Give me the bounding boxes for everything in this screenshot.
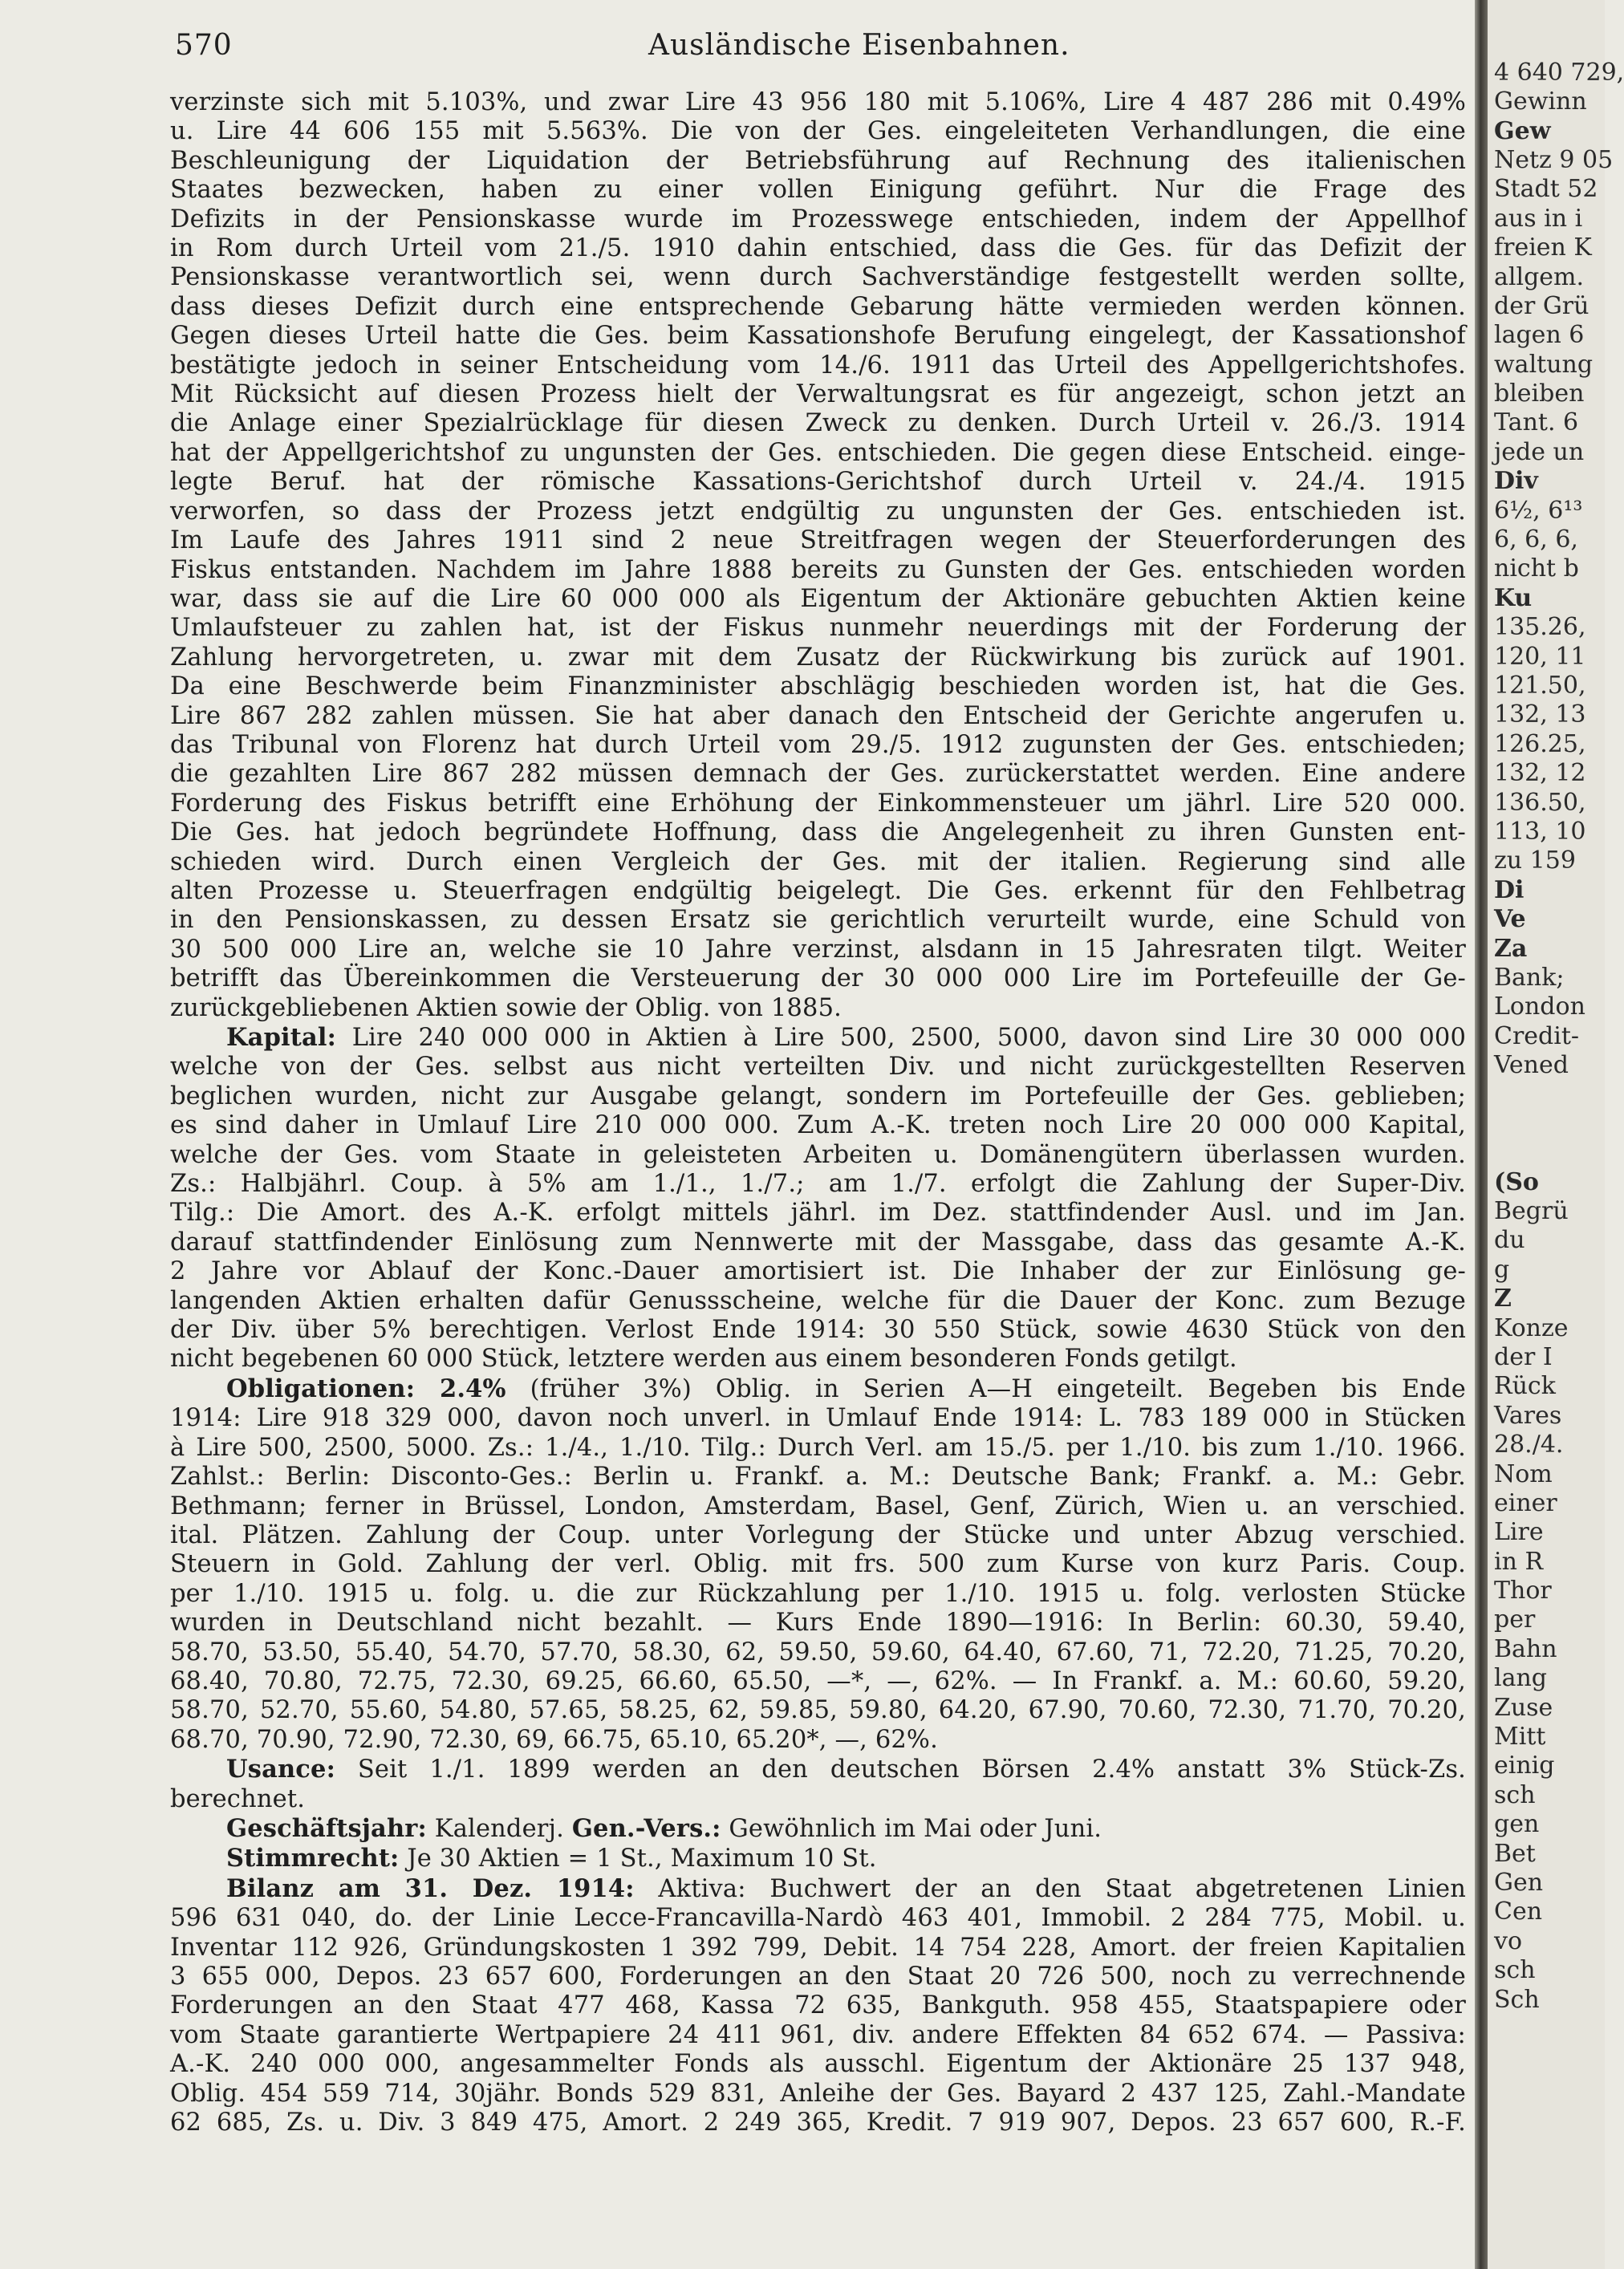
- right-column-line: Za: [1494, 934, 1528, 963]
- line-text: verzinste sich mit 5.103%, und zwar Lire 43 956 180 mit 5.106%, Lire 4 487 286 mit 0.49%: [170, 88, 1466, 116]
- line-text: Pensionskasse verantwortlich sei, wenn durch Sachverständige festgestellt werden sollte,: [170, 263, 1466, 292]
- line-text: der Div. über 5% berechtigen. Verlost Ende 1914: 30 550 Stück, sowie 4630 Stück von den: [170, 1316, 1466, 1345]
- right-column-line: sch: [1494, 1780, 1536, 1809]
- line-text: Defizits in der Pensionskasse wurde im Prozesswege entschieden, indem der Appellhof: [170, 205, 1466, 233]
- line-text: Oblig. 454 559 714, 30jähr. Bonds 529 831, Anleihe der Ges. Bayard 2 437 125, Zahl.-Mandate: [170, 2079, 1466, 2108]
- line-text: Staates bezwecken, haben zu einer vollen Einigung geführt. Nur die Frage des: [170, 176, 1466, 205]
- section-label: Geschäftsjahr:: [226, 1813, 427, 1843]
- line-text: Da eine Beschwerde beim Finanzminister abschlägig beschieden worden ist, hat die Ges.: [170, 672, 1466, 701]
- line-text: A.-K. 240 000 000, angesammelter Fonds als ausschl. Eigentum der Aktionäre 25 137 948,: [170, 2050, 1466, 2079]
- text-line: [170, 818, 1466, 847]
- right-column-line: 28./4.: [1494, 1431, 1564, 1459]
- running-title: Ausländische Eisenbahnen.: [648, 29, 1070, 62]
- line-text: darauf stattfindender Einlösung zum Nennwerte mit der Massgabe, dass das gesamte A.-K.: [170, 1228, 1466, 1256]
- line-text: vom Staate garantierte Wertpapiere 24 411 961, div. andere Effekten 84 652 674. — Passiva:: [170, 2020, 1466, 2049]
- right-column-line: Cen: [1494, 1898, 1543, 1926]
- line-text: in den Pensionskassen, zu dessen Ersatz sie gerichtlich verurteilt wurde, eine Schuld von: [170, 906, 1466, 935]
- line-text: hat der Appellgerichtshof zu ungunsten der Ges. entschieden. Die gegen diese Entscheid. einge-: [170, 438, 1466, 467]
- right-column-line: bleiben: [1494, 380, 1585, 408]
- line-text: legte Beruf. hat der römische Kassations-Gerichtshof durch Urteil v. 24./4. 1915: [170, 468, 1466, 497]
- right-column-line: Stadt 52: [1494, 175, 1598, 204]
- text-line: [170, 1609, 1466, 1638]
- line-text: wurden in Deutschland nicht bezahlt. — Kurs Ende 1890—1916: In Berlin: 60.30, 59.40,: [170, 1609, 1466, 1638]
- right-column-line: 126.25,: [1494, 729, 1586, 758]
- line-text: das Tribunal von Florenz hat durch Urteil vom 29./5. 1912 zugunsten der Ges. entschieden;: [170, 730, 1466, 759]
- text-line: [170, 497, 1466, 526]
- section-label: Usance:: [226, 1755, 335, 1784]
- text-line: [170, 1199, 1466, 1228]
- right-column-line: Bank;: [1494, 963, 1565, 992]
- line-text: Umlaufsteuer zu zahlen hat, ist der Fiskus nunmehr neuerdings mit der Forderung der: [170, 614, 1466, 643]
- line-text: Aktiva: Buchwert der an den Staat abgetretenen Linien: [634, 1874, 1466, 1903]
- line-text: beglichen wurden, nicht zur Ausgabe gelangt, sondern im Portefeuille der Ges. geblieben;: [170, 1082, 1466, 1110]
- line-text: war, dass sie auf die Lire 60 000 000 als Eigentum der Aktionäre gebuchten Aktien keine: [170, 584, 1466, 613]
- line-text: Beschleunigung der Liquidation der Betriebsführung auf Rechnung des italienischen: [170, 146, 1466, 175]
- text-line: [170, 322, 1466, 351]
- line-text: Mit Rücksicht auf diesen Prozess hielt der Verwaltungsrat es für angezeigt, schon jetzt an: [170, 380, 1466, 409]
- line-text: alten Prozesse u. Steuerfragen endgültig beigelegt. Die Ges. erkennt für den Fehlbetrag: [170, 876, 1466, 905]
- line-text: u. Lire 44 606 155 mit 5.563%. Die von der Ges. eingeleiteten Verhandlungen, die eine: [170, 117, 1466, 146]
- text-line: [170, 2080, 1466, 2109]
- right-column-line: Vened: [1494, 1051, 1569, 1080]
- line-text: per 1./10. 1915 u. folg. u. die zur Rückzahlung per 1./10. 1915 u. folg. verlosten Stücke: [170, 1579, 1466, 1608]
- line-text: berechnet.: [170, 1784, 306, 1813]
- text-line: [170, 906, 1466, 935]
- line-text: 62 685, Zs. u. Div. 3 849 475, Amort. 2 249 365, Kredit. 7 919 907, Depos. 23 657 600, R.-F.: [170, 2109, 1466, 2137]
- right-column-line: 6½, 6¹³: [1494, 496, 1583, 525]
- right-column-line: Bet: [1494, 1839, 1536, 1868]
- line-text: zurückgebliebenen Aktien sowie der Oblig. von 1885.: [170, 993, 842, 1022]
- text-line: [170, 877, 1466, 906]
- text-line: [170, 351, 1466, 380]
- section-label: Kapital:: [226, 1023, 337, 1052]
- text-line: [170, 760, 1466, 789]
- text-line: [170, 88, 1466, 117]
- line-text: Inventar 112 926, Gründungskosten 1 392 799, Debit. 14 754 228, Amort. der freien Kapitalien: [170, 1933, 1466, 1962]
- text-line: [170, 176, 1466, 205]
- right-column-line: sch: [1494, 1956, 1536, 1985]
- line-text: betrifft das Übereinkommen die Versteuerung der 30 000 000 Lire im Portefeuille der Ge-: [170, 964, 1466, 993]
- right-column-line: einig: [1494, 1751, 1555, 1780]
- text-line: [170, 2109, 1466, 2137]
- text-line: [170, 1170, 1466, 1199]
- text-line: [170, 1053, 1466, 1082]
- line-text: Tilg.: Die Amort. des A.-K. erfolgt mittels jährl. im Dez. stattfindender Ausl. und im Jan.: [170, 1199, 1466, 1228]
- text-line: [170, 1257, 1466, 1286]
- right-column-line: einer: [1494, 1488, 1557, 1517]
- right-column-line: Rück: [1494, 1372, 1556, 1401]
- text-line: [170, 1492, 1466, 1521]
- section-label: Bilanz am 31. Dez. 1914:: [226, 1873, 635, 1903]
- line-text: Fiskus entstanden. Nachdem im Jahre 1888 bereits zu Gunsten der Ges. entschieden worden: [170, 555, 1466, 584]
- text-line: [170, 205, 1466, 234]
- right-column-line: gen: [1494, 1810, 1540, 1839]
- line-text: 30 500 000 Lire an, welche sie 10 Jahre verzinst, alsdann in 15 Jahresraten tilgt. Weiter: [170, 935, 1466, 964]
- right-column-line: 136.50,: [1494, 788, 1586, 817]
- right-column-line: Begrü: [1494, 1197, 1569, 1226]
- right-column-line: in R: [1494, 1547, 1544, 1576]
- line-text: Steuern in Gold. Zahlung der verl. Oblig. mit frs. 500 zum Kurse von kurz Paris. Coup.: [170, 1550, 1466, 1579]
- right-column-fragments: [1494, 0, 1624, 2015]
- right-column-line: 132, 13: [1494, 700, 1586, 729]
- right-column-line: Sch: [1494, 1985, 1540, 2014]
- right-column-line: Gew: [1494, 116, 1551, 145]
- text-line: [170, 1874, 1466, 1904]
- text-line: [170, 1023, 1466, 1053]
- line-text: Gegen dieses Urteil hatte die Ges. beim Kassationshofe Berufung eingelegt, der Kassationshof: [170, 322, 1466, 351]
- line-text: nicht begebenen 60 000 Stück, letztere werden aus einem besonderen Fonds getilgt.: [170, 1345, 1237, 1374]
- text-line: [170, 1374, 1466, 1404]
- text-line: [170, 994, 1466, 1023]
- right-column-line: Lire: [1494, 1518, 1544, 1547]
- right-column-line: [1494, 1139, 1606, 1167]
- text-line: [170, 1755, 1466, 1784]
- book-gutter: [1475, 0, 1488, 2269]
- line-text: Lire 867 282 zahlen müssen. Sie hat aber danach den Entscheid der Gerichte angerufen u.: [170, 701, 1466, 730]
- text-line: [170, 1228, 1466, 1257]
- line-text: Im Laufe des Jahres 1911 sind 2 neue Streitfragen wegen der Steuerforderungen des: [170, 526, 1466, 555]
- line-text: Lire 240 000 000 in Aktien à Lire 500, 2500, 5000, davon sind Lire 30 000 000: [336, 1024, 1466, 1052]
- text-line: [170, 409, 1466, 438]
- line-text: Forderung des Fiskus betrifft eine Erhöhung der Einkommensteuer um jährl. Lire 520 000.: [170, 789, 1466, 818]
- line-text: bestätigte jedoch in seiner Entscheidung vom 14./6. 1911 das Urteil des Appellgerichtshofes.: [170, 351, 1466, 380]
- right-column-line: Gewinn: [1494, 87, 1587, 116]
- text-line: [170, 380, 1466, 409]
- text-line: [170, 1434, 1466, 1463]
- line-text: (früher 3%) Oblig. in Serien A—H eingeteilt. Begeben bis Ende: [505, 1374, 1466, 1403]
- text-line: [170, 1550, 1466, 1579]
- line-text: ital. Plätzen. Zahlung der Coup. unter Vorlegung der Stücke und unter Abzug verschied.: [170, 1520, 1466, 1549]
- text-line: [170, 1463, 1466, 1492]
- text-line: [170, 1726, 1466, 1755]
- text-line: [170, 1345, 1466, 1374]
- right-column-line: 132, 12: [1494, 759, 1586, 788]
- line-text: langenden Aktien erhalten dafür Genussscheine, welche für die Dauer der Konc. zum Bezuge: [170, 1286, 1466, 1315]
- right-column-line: Netz 9 05: [1494, 145, 1614, 174]
- line-text: Zs.: Halbjährl. Coup. à 5% am 1./1., 1./7.; am 1./7. erfolgt die Zahlung der Super-Div.: [170, 1170, 1466, 1199]
- text-line: [170, 1111, 1466, 1140]
- text-line: [170, 1904, 1466, 1933]
- right-column-line: [1494, 0, 1606, 29]
- right-column-line: Nom: [1494, 1459, 1553, 1488]
- right-column-line: 113, 10: [1494, 817, 1586, 846]
- right-column-line: London: [1494, 992, 1585, 1021]
- text-line: [170, 1963, 1466, 1991]
- text-line: [170, 1521, 1466, 1550]
- line-text: Je 30 Aktien = 1 St., Maximum 10 St.: [399, 1845, 877, 1873]
- right-column-line: Zuse: [1494, 1693, 1553, 1722]
- page-header: [175, 29, 1467, 69]
- text-line: [170, 1934, 1466, 1963]
- right-column-line: Credit-: [1494, 1021, 1580, 1050]
- text-line: [170, 117, 1466, 146]
- right-column-line: per: [1494, 1605, 1536, 1634]
- line-text: schieden wird. Durch einen Vergleich der Ges. mit der italien. Regierung sind alle: [170, 847, 1466, 876]
- right-column-line: 135.26,: [1494, 613, 1586, 642]
- line-text: 68.70, 70.90, 72.90, 72.30, 69, 66.75, 65.10, 65.20*, —, 62%.: [170, 1725, 938, 1754]
- text-line: [170, 614, 1466, 643]
- right-column-line: freien K: [1494, 233, 1592, 262]
- right-column-line: (So: [1494, 1167, 1539, 1196]
- line-text: 68.40, 70.80, 72.75, 72.30, 69.25, 66.60, 65.50, —*, —, 62%. — In Frankf. a. M.: 60.60, 59.20,: [170, 1666, 1466, 1695]
- line-text: in Rom durch Urteil vom 21./5. 1910 dahin entschied, dass die Ges. für das Defizit der: [170, 234, 1466, 263]
- right-column-line: lagen 6: [1494, 321, 1585, 350]
- text-line: [170, 234, 1466, 263]
- text-line: [170, 731, 1466, 760]
- section-label: Obligationen: 2.4%: [226, 1374, 506, 1403]
- right-column-line: 120, 11: [1494, 642, 1586, 671]
- text-line: [170, 585, 1466, 614]
- right-column-line: Thor: [1494, 1577, 1552, 1605]
- right-column-line: [1494, 29, 1606, 58]
- text-line: [170, 702, 1466, 731]
- text-line: [170, 2021, 1466, 2050]
- text-line: [170, 1814, 1466, 1844]
- line-text: 1914: Lire 918 329 000, davon noch unverl. in Umlauf Ende 1914: L. 783 189 000 in Stücken: [170, 1404, 1466, 1433]
- right-column-line: Konze: [1494, 1313, 1569, 1342]
- text-line: [170, 439, 1466, 468]
- right-column-line: allgem.: [1494, 262, 1585, 291]
- right-column-line: [1494, 1080, 1606, 1109]
- line-text: Bethmann; ferner in Brüssel, London, Amsterdam, Basel, Genf, Zürich, Wien u. an verschied.: [170, 1492, 1466, 1520]
- right-column-line: Div: [1494, 467, 1538, 496]
- text-line: [170, 1638, 1466, 1667]
- text-line: [170, 1316, 1466, 1345]
- text-line: [170, 936, 1466, 964]
- text-line: [170, 1404, 1466, 1433]
- line-text: welche der Ges. vom Staate in geleisteten Arbeiten u. Domänengütern überlassen wurden.: [170, 1140, 1466, 1169]
- text-line: [170, 526, 1466, 555]
- right-column-line: nicht b: [1494, 554, 1579, 583]
- right-column-line: Bahn: [1494, 1634, 1557, 1663]
- right-column-line: du: [1494, 1226, 1525, 1255]
- text-line: [170, 1785, 1466, 1814]
- text-line: [170, 2050, 1466, 2079]
- page-number: 570: [175, 29, 233, 62]
- line-text: Gewöhnlich im Mai oder Juni.: [721, 1814, 1102, 1843]
- line-text: 2 Jahre vor Ablauf der Konc.-Dauer amortisiert ist. Die Inhaber der zur Einlösung ge-: [170, 1257, 1466, 1286]
- right-column-line: Tant. 6: [1494, 408, 1579, 437]
- right-column-line: aus in i: [1494, 204, 1583, 233]
- right-column-line: [1494, 1110, 1606, 1139]
- text-line: [170, 964, 1466, 993]
- text-line: [170, 1667, 1466, 1696]
- text-line: [170, 147, 1466, 176]
- right-column-line: Ku: [1494, 583, 1533, 612]
- text-line: [170, 1580, 1466, 1609]
- right-column-line: vo: [1494, 1926, 1523, 1955]
- text-line: [170, 1844, 1466, 1873]
- text-line: [170, 556, 1466, 585]
- right-column-line: Ve: [1494, 905, 1526, 934]
- right-column-line: der I: [1494, 1342, 1553, 1371]
- line-text: die Anlage einer Spezialrücklage für diesen Zweck zu denken. Durch Urteil v. 26./3. 1914: [170, 409, 1466, 438]
- right-column-line: 121.50,: [1494, 671, 1586, 700]
- text-line: [170, 293, 1466, 322]
- right-column-line: lang: [1494, 1664, 1548, 1693]
- text-line: [170, 1287, 1466, 1316]
- line-text: Forderungen an den Staat 477 468, Kassa 72 635, Bankguth. 958 455, Staatspapiere oder: [170, 1991, 1466, 2020]
- line-text: à Lire 500, 2500, 5000. Zs.: 1./4., 1./10. Tilg.: Durch Verl. am 15./5. per 1./10. bis zum 1./10. 1966.: [170, 1433, 1466, 1462]
- right-column-line: Z: [1494, 1285, 1512, 1313]
- line-text: 3 655 000, Depos. 23 657 600, Forderungen an den Staat 20 726 500, noch zu verrechnende: [170, 1963, 1466, 1991]
- text-line: [170, 468, 1466, 497]
- right-column-line: Gen: [1494, 1869, 1544, 1897]
- right-column-line: Mitt: [1494, 1723, 1546, 1751]
- text-line: [170, 1082, 1466, 1111]
- right-column-line: Di: [1494, 875, 1525, 904]
- line-text: 596 631 040, do. der Linie Lecce-Francavilla-Nardò 463 401, Immobil. 2 284 775, Mobil. u.: [170, 1904, 1466, 1933]
- line-text: Zahlung hervorgetreten, u. zwar mit dem Zusatz der Rückwirkung bis zurück auf 1901.: [170, 643, 1466, 672]
- right-column-line: Vares: [1494, 1401, 1562, 1430]
- right-column-line: 6, 6, 6,: [1494, 526, 1578, 554]
- right-column-line: g: [1494, 1255, 1510, 1284]
- right-column-line: jede un: [1494, 437, 1585, 466]
- text-line: [170, 1696, 1466, 1725]
- line-text: dass dieses Defizit durch eine entsprechende Gebarung hätte vermieden werden können.: [170, 292, 1466, 321]
- text-line: [170, 263, 1466, 292]
- text-line: [170, 789, 1466, 818]
- line-text: Zahlst.: Berlin: Disconto-Ges.: Berlin u. Frankf. a. M.: Deutsche Bank; Frankf. a. M.: Gebr.: [170, 1463, 1466, 1492]
- section-label: Stimmrecht:: [226, 1844, 400, 1873]
- line-text: 58.70, 52.70, 55.60, 54.80, 57.65, 58.25, 62, 59.85, 59.80, 64.20, 67.90, 70.60, 72.30, 71.70, 70.20,: [170, 1696, 1466, 1725]
- text-line: [170, 1991, 1466, 2020]
- line-text: Seit 1./1. 1899 werden an den deutschen Börsen 2.4% anstatt 3% Stück-Zs.: [335, 1756, 1466, 1784]
- line-text: 58.70, 53.50, 55.40, 54.70, 57.70, 58.30, 62, 59.50, 59.60, 64.40, 67.60, 71, 72.20, 71.25, 70.20,: [170, 1638, 1466, 1666]
- line-text: Die Ges. hat jedoch begründete Hoffnung, dass die Angelegenheit zu ihren Gunsten ent-: [170, 818, 1466, 847]
- text-line: [170, 672, 1466, 701]
- right-column-line: zu 159: [1494, 846, 1576, 875]
- body-text: [170, 88, 1466, 2137]
- right-page-edge: [1488, 0, 1624, 2269]
- line-text: Kalenderj.: [426, 1814, 572, 1843]
- line-text: welche von der Ges. selbst aus nicht verteilten Div. und nicht zurückgestellten Reserven: [170, 1053, 1466, 1082]
- text-line: [170, 1141, 1466, 1170]
- right-column-line: waltung: [1494, 350, 1594, 379]
- right-column-line: 4 640 729,: [1494, 58, 1624, 87]
- line-text: verworfen, so dass der Prozess jetzt endgültig zu ungunsten der Ges. entschieden ist.: [170, 497, 1466, 526]
- text-line: [170, 643, 1466, 672]
- line-text: die gezahlten Lire 867 282 müssen demnach der Ges. zurückerstattet werden. Eine andere: [170, 760, 1466, 789]
- line-text: es sind daher in Umlauf Lire 210 000 000. Zum A.-K. treten noch Lire 20 000 000 Kapital,: [170, 1111, 1466, 1140]
- text-line: [170, 848, 1466, 877]
- right-column-line: der Grü: [1494, 291, 1589, 320]
- section-label: Gen.-Vers.:: [571, 1813, 721, 1843]
